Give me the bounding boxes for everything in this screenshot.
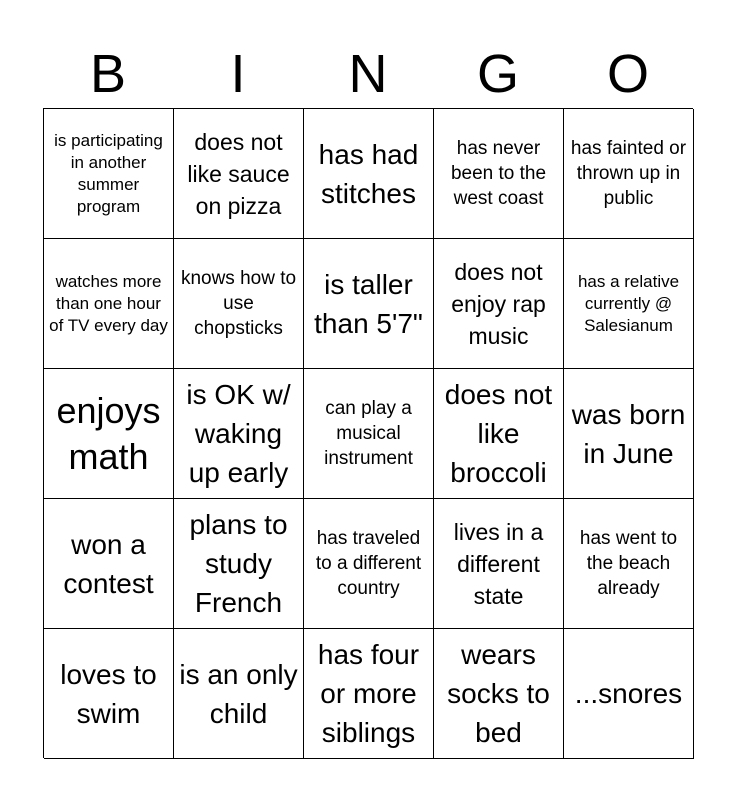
bingo-board — [43, 108, 693, 758]
bingo-cell-r4-c4[interactable] — [564, 629, 694, 759]
bingo-cell-r4-c1[interactable] — [174, 629, 304, 759]
header-letter-i: I — [230, 44, 246, 104]
cell-text: won a contest — [63, 528, 154, 599]
bingo-cell-r2-c3[interactable] — [434, 369, 564, 499]
header-letter-o: O — [606, 44, 649, 104]
cell-text: can play a musical instrument — [324, 398, 413, 469]
header-letter-b: B — [89, 44, 127, 104]
cell-text: wears socks to bed — [447, 639, 550, 748]
bingo-cell-r0-c0[interactable] — [44, 109, 174, 239]
cell-text: plans to study French — [189, 509, 288, 618]
cell-text: is participating in another summer program — [54, 130, 163, 216]
cell-text: has a relative currently @ Salesianum — [577, 271, 680, 335]
bingo-cell-r2-c2[interactable] — [304, 369, 434, 499]
bingo-cell-r0-c2[interactable] — [304, 109, 434, 239]
cell-text: has never been to the west coast — [450, 138, 547, 209]
bingo-cell-r3-c3[interactable] — [434, 499, 564, 629]
bingo-cell-r1-c4[interactable] — [564, 239, 694, 369]
cell-text: does not enjoy rap music — [451, 258, 546, 349]
bingo-cell-r3-c2[interactable] — [304, 499, 434, 629]
bingo-cell-r4-c2[interactable] — [304, 629, 434, 759]
bingo-cell-r4-c0[interactable] — [44, 629, 174, 759]
bingo-cell-r2-c0[interactable] — [44, 369, 174, 499]
cell-text: lives in a different state — [453, 518, 544, 609]
bingo-cell-r0-c3[interactable] — [434, 109, 564, 239]
header-letter-n: N — [348, 44, 388, 104]
cell-text: watches more than one hour of TV every day — [49, 271, 168, 335]
cell-text: ...snores — [574, 678, 683, 709]
cell-text: enjoys math — [56, 389, 161, 477]
bingo-cell-r0-c4[interactable] — [564, 109, 694, 239]
bingo-cell-r3-c4[interactable] — [564, 499, 694, 629]
cell-text: has traveled to a different country — [315, 528, 422, 599]
cell-text: is OK w/ waking up early — [186, 379, 291, 488]
bingo-cell-r1-c2[interactable] — [304, 239, 434, 369]
bingo-cell-r1-c0[interactable] — [44, 239, 174, 369]
header-letter-g: G — [476, 44, 519, 104]
cell-text: was born in June — [571, 398, 686, 469]
cell-text: is an only child — [179, 658, 298, 729]
cell-text: has had stitches — [318, 138, 419, 209]
bingo-cell-r3-c1[interactable] — [174, 499, 304, 629]
cell-text: does not like sauce on pizza — [187, 128, 290, 219]
bingo-cell-r1-c1[interactable] — [174, 239, 304, 369]
cell-text: does not like broccoli — [444, 379, 553, 488]
bingo-cell-r3-c0[interactable] — [44, 499, 174, 629]
bingo-header — [43, 40, 693, 108]
cell-text: has went to the beach already — [579, 528, 678, 599]
bingo-cell-r1-c3[interactable] — [434, 239, 564, 369]
cell-text: knows how to use chopsticks — [180, 268, 297, 339]
bingo-cell-r4-c3[interactable] — [434, 629, 564, 759]
bingo-cell-r0-c1[interactable] — [174, 109, 304, 239]
cell-text: loves to swim — [60, 658, 157, 729]
cell-text: is taller than 5'7" — [314, 268, 423, 339]
bingo-cell-r2-c1[interactable] — [174, 369, 304, 499]
cell-text: has fainted or thrown up in public — [570, 138, 687, 209]
cell-text: has four or more siblings — [317, 639, 420, 748]
bingo-cell-r2-c4[interactable] — [564, 369, 694, 499]
